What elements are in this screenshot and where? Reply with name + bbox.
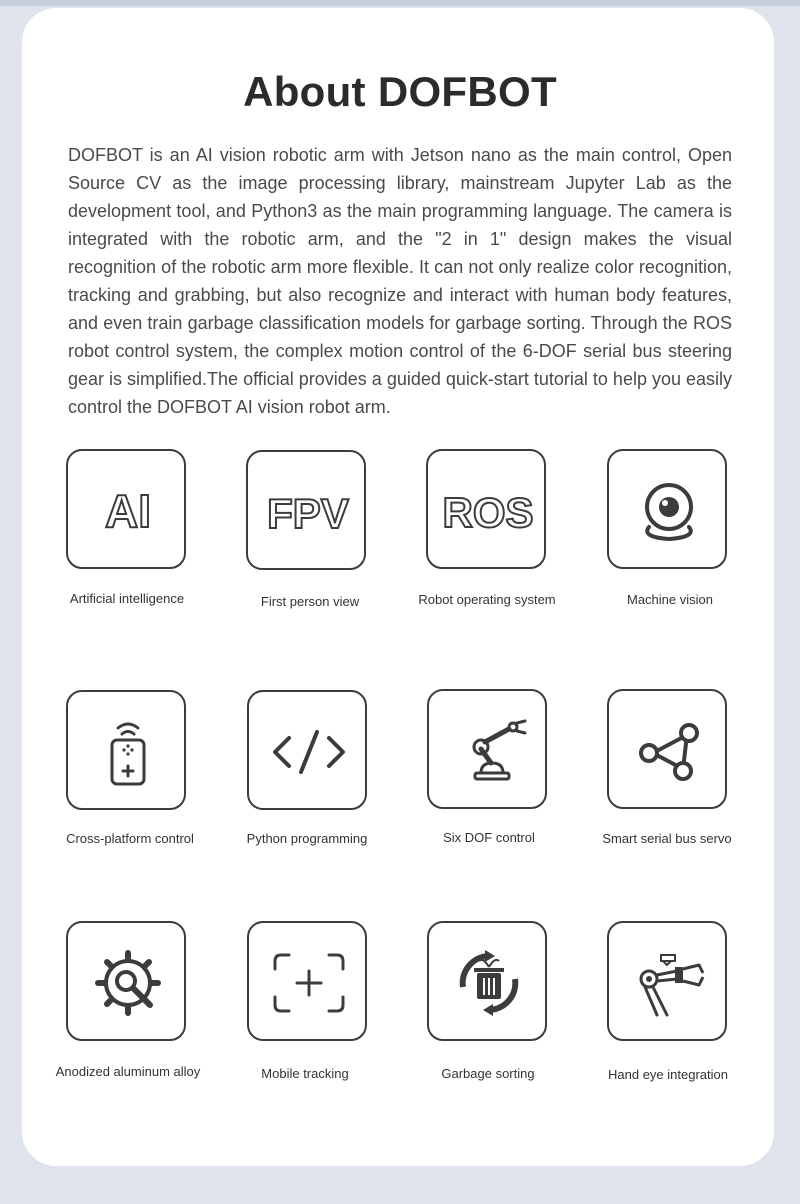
feature-tile-python bbox=[247, 690, 367, 810]
camera-icon bbox=[609, 451, 729, 571]
fpv-text-icon bbox=[248, 452, 368, 572]
feature-label-mobile-tracking: Mobile tracking bbox=[261, 1066, 349, 1081]
ros-icon-text: ROS bbox=[442, 489, 534, 536]
focus-target-icon bbox=[249, 923, 369, 1043]
feature-label-servo: Smart serial bus servo bbox=[602, 831, 732, 846]
feature-tile-aluminum bbox=[66, 921, 186, 1041]
feature-tile-ai bbox=[66, 449, 186, 569]
feature-tile-mobile-tracking bbox=[247, 921, 367, 1041]
recycle-bin-icon bbox=[429, 923, 549, 1043]
intro-paragraph: DOFBOT is an AI vision robotic arm with Jetson nano as the main control, Open Source CV as the image processing library, mainstream Jupyter Lab as the development tool, and Python3 as the main programming language. The camera is integrated with the robotic arm, and the "2 in 1" design makes the visual recognition of the robotic arm more flexible. It can not only realize color recognition, tracking and grabbing, but also recognize and interact with human body features, and even train garbage classification models for garbage sorting. Through the ROS robot control system, the complex motion control of the 6-DOF serial bus steering gear is simplified.The official provides a guided quick-start tutorial to help you easily control the DOFBOT AI vision robot arm. bbox=[68, 145, 733, 417]
robot-arm-icon bbox=[429, 691, 549, 811]
feature-tile-hand-eye bbox=[607, 921, 727, 1041]
feature-label-ai: Artificial intelligence bbox=[69, 591, 185, 606]
feature-tile-servo bbox=[607, 689, 727, 809]
feature-tile-garbage bbox=[427, 921, 547, 1041]
remote-control-icon bbox=[68, 692, 188, 812]
gear-magnifier-icon bbox=[68, 923, 188, 1043]
feature-label-six-dof: Six DOF control bbox=[443, 830, 535, 845]
feature-label-ros: Robot operating system bbox=[418, 592, 556, 607]
code-icon bbox=[249, 692, 369, 812]
feature-label-machine-vision: Machine vision bbox=[627, 592, 713, 607]
feature-label-python: Python programming bbox=[246, 831, 368, 846]
feature-tile-ros bbox=[426, 449, 546, 569]
ai-icon-text: AI bbox=[105, 485, 151, 537]
feature-label-fpv: First person view bbox=[260, 594, 360, 609]
ai-text-icon bbox=[68, 451, 188, 571]
feature-label-garbage: Garbage sorting bbox=[441, 1066, 535, 1081]
feature-label-aluminum: Anodized aluminum alloy bbox=[55, 1064, 201, 1079]
ros-text-icon bbox=[428, 451, 548, 571]
fpv-icon-text: FPV bbox=[267, 490, 349, 537]
top-band bbox=[0, 0, 800, 6]
page-title: About DOFBOT bbox=[243, 68, 557, 115]
feature-label-cross-platform: Cross-platform control bbox=[66, 831, 194, 846]
feature-tile-fpv bbox=[246, 450, 366, 570]
share-nodes-icon bbox=[609, 691, 729, 811]
feature-tile-machine-vision bbox=[607, 449, 727, 569]
gripper-camera-icon bbox=[609, 923, 729, 1043]
feature-label-hand-eye: Hand eye integration bbox=[608, 1067, 728, 1082]
feature-tile-six-dof bbox=[427, 689, 547, 809]
feature-tile-cross-platform bbox=[66, 690, 186, 810]
